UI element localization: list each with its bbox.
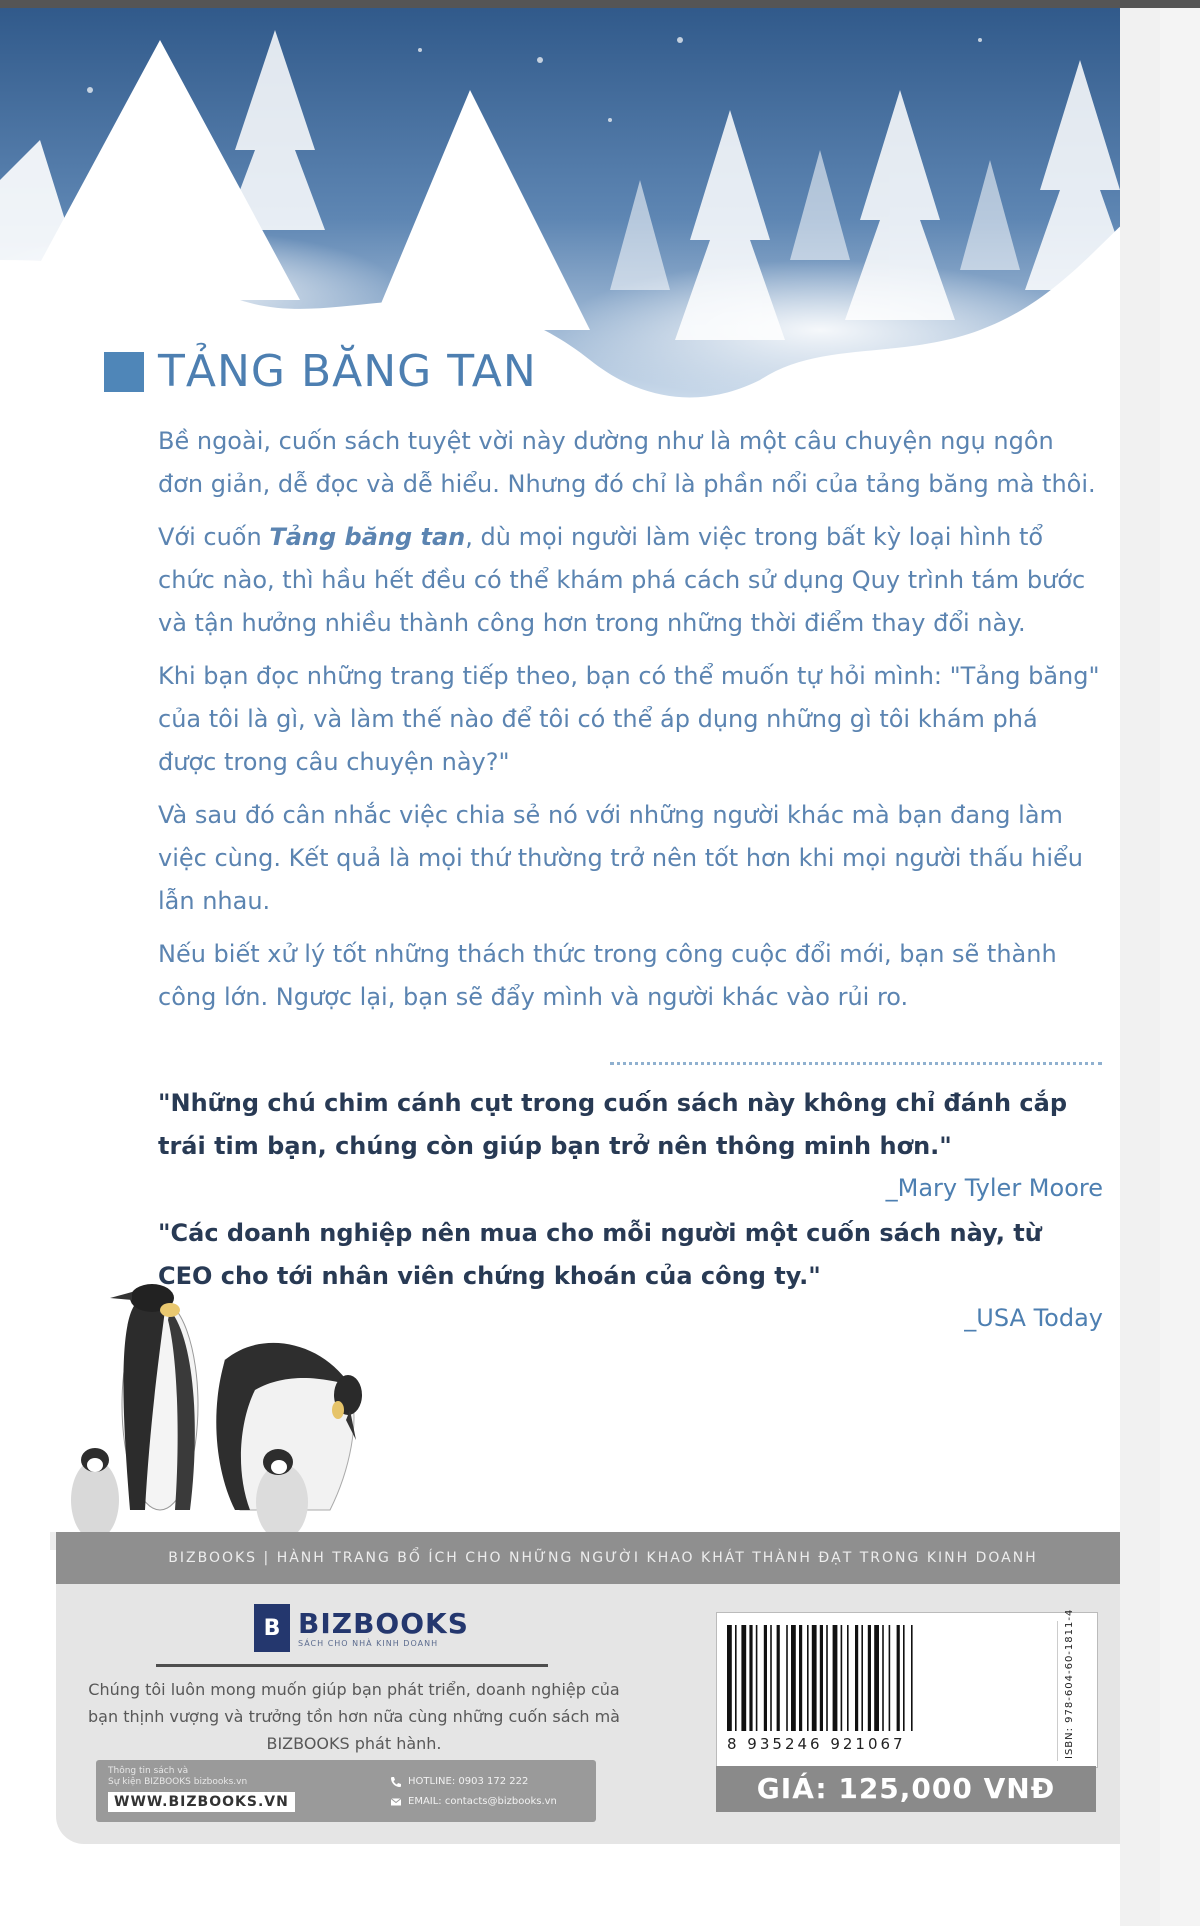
paragraph-5: Nếu biết xử lý tốt những thách thức trong công cuộc đổi mới, bạn sẽ thành công lớn. Ngược lại, bạn sẽ đẩy mình và người khác vào rủi ro. (158, 940, 1057, 1011)
publisher-tagline: SÁCH CHO NHÀ KINH DOANH (298, 1638, 439, 1648)
info-line-1: Thông tin sách và (108, 1766, 189, 1776)
paragraph-3: Khi bạn đọc những trang tiếp theo, bạn có thể muốn tự hỏi mình: "Tảng băng" của tôi là gì, và làm thế nào để tôi có thể áp dụng những gì tôi khám phá được trong câu chuyện này?" (158, 662, 1100, 776)
barcode-digits: 8 935246 921067 (727, 1735, 906, 1753)
email-icon (390, 1796, 402, 1808)
book-title: TẢNG BĂNG TAN (158, 346, 537, 397)
publisher-panel (56, 1584, 1150, 1844)
title-row (104, 346, 537, 397)
email-text[interactable]: EMAIL: contacts@bizbooks.vn (408, 1796, 557, 1807)
right-page-edge (1120, 0, 1160, 1926)
penguins-illustration (50, 1270, 370, 1550)
bizbooks-logo-icon: B (254, 1604, 290, 1652)
website-block (108, 1766, 288, 1812)
publisher-mission: Chúng tôi luôn mong muốn giúp bạn phát triển, doanh nghiệp của bạn thịnh vượng và trưởng tồn hơn nữa cùng những cuốn sách mà BIZBOOKS phát hành. (88, 1680, 620, 1753)
phone-icon (390, 1776, 402, 1788)
logo-underline (156, 1664, 548, 1667)
email-row (390, 1792, 557, 1812)
contact-box (96, 1760, 596, 1822)
top-edge-bar (0, 0, 1200, 8)
hotline-row (390, 1772, 557, 1792)
hotline-text: HOTLINE: 0903 172 222 (408, 1776, 529, 1787)
series-band: BIZBOOKS | HÀNH TRANG BỔ ÍCH CHO NHỮNG NGƯỜI KHAO KHÁT THÀNH ĐẠT TRONG KINH DOANH (56, 1532, 1150, 1584)
barcode-icon (727, 1625, 987, 1731)
paragraph-2-start: Với cuốn (158, 523, 270, 551)
barcode-box (716, 1608, 1098, 1768)
paragraph-1: Bề ngoài, cuốn sách tuyệt vời này dường như là một câu chuyện ngụ ngôn đơn giản, dễ đọc và dễ hiểu. Nhưng đó chỉ là phần nổi của tảng băng mà thôi. (158, 427, 1096, 498)
quote-text: "Các doanh nghiệp nên mua cho mỗi người một cuốn sách này, từ CEO cho tới nhân viên chứng khoán của công ty." (158, 1219, 1042, 1290)
quote-text: "Những chú chim cánh cụt trong cuốn sách này không chỉ đánh cắp trái tim bạn, chúng còn giúp bạn trở nên thông minh hơn." (158, 1089, 1068, 1160)
title-square-icon (104, 352, 144, 392)
paragraph-2-book-title: Tảng băng tan (269, 523, 466, 551)
bizbooks-logo (254, 1604, 469, 1652)
quote-author: _Mary Tyler Moore (885, 1174, 1103, 1202)
publisher-name: BIZBOOKS (298, 1606, 469, 1640)
paragraph-4: Và sau đó cân nhắc việc chia sẻ nó với những người khác mà bạn đang làm việc cùng. Kết quả là mọi thứ thường trở nên tốt hơn khi mọi người thấu hiểu lẫn nhau. (158, 801, 1084, 915)
contact-block (390, 1772, 557, 1812)
website-link[interactable]: WWW.BIZBOOKS.VN (108, 1792, 295, 1812)
isbn-text: ISBN: 978-604-60-1811-4 (1064, 1608, 1075, 1759)
dotted-divider (610, 1062, 1102, 1065)
paragraph-2-end: , dù mọi người làm việc trong bất kỳ loại hình tổ chức nào, thì hầu hết đều có thể khám phá cách sử dụng Quy trình tám bước và tận hưởng nhiều thành công hơn trong những thời điểm thay đổi này. (158, 523, 1086, 637)
bizbooks-wordmark (298, 1606, 469, 1648)
paragraph-2 (158, 516, 1103, 645)
price-label: GIÁ: 125,000 VNĐ (716, 1766, 1096, 1812)
description (158, 420, 1103, 1029)
info-line-2: Sự kiện BIZBOOKS bizbooks.vn (108, 1777, 248, 1787)
isbn-side (1057, 1608, 1090, 1761)
quote-author: _USA Today (964, 1304, 1103, 1332)
